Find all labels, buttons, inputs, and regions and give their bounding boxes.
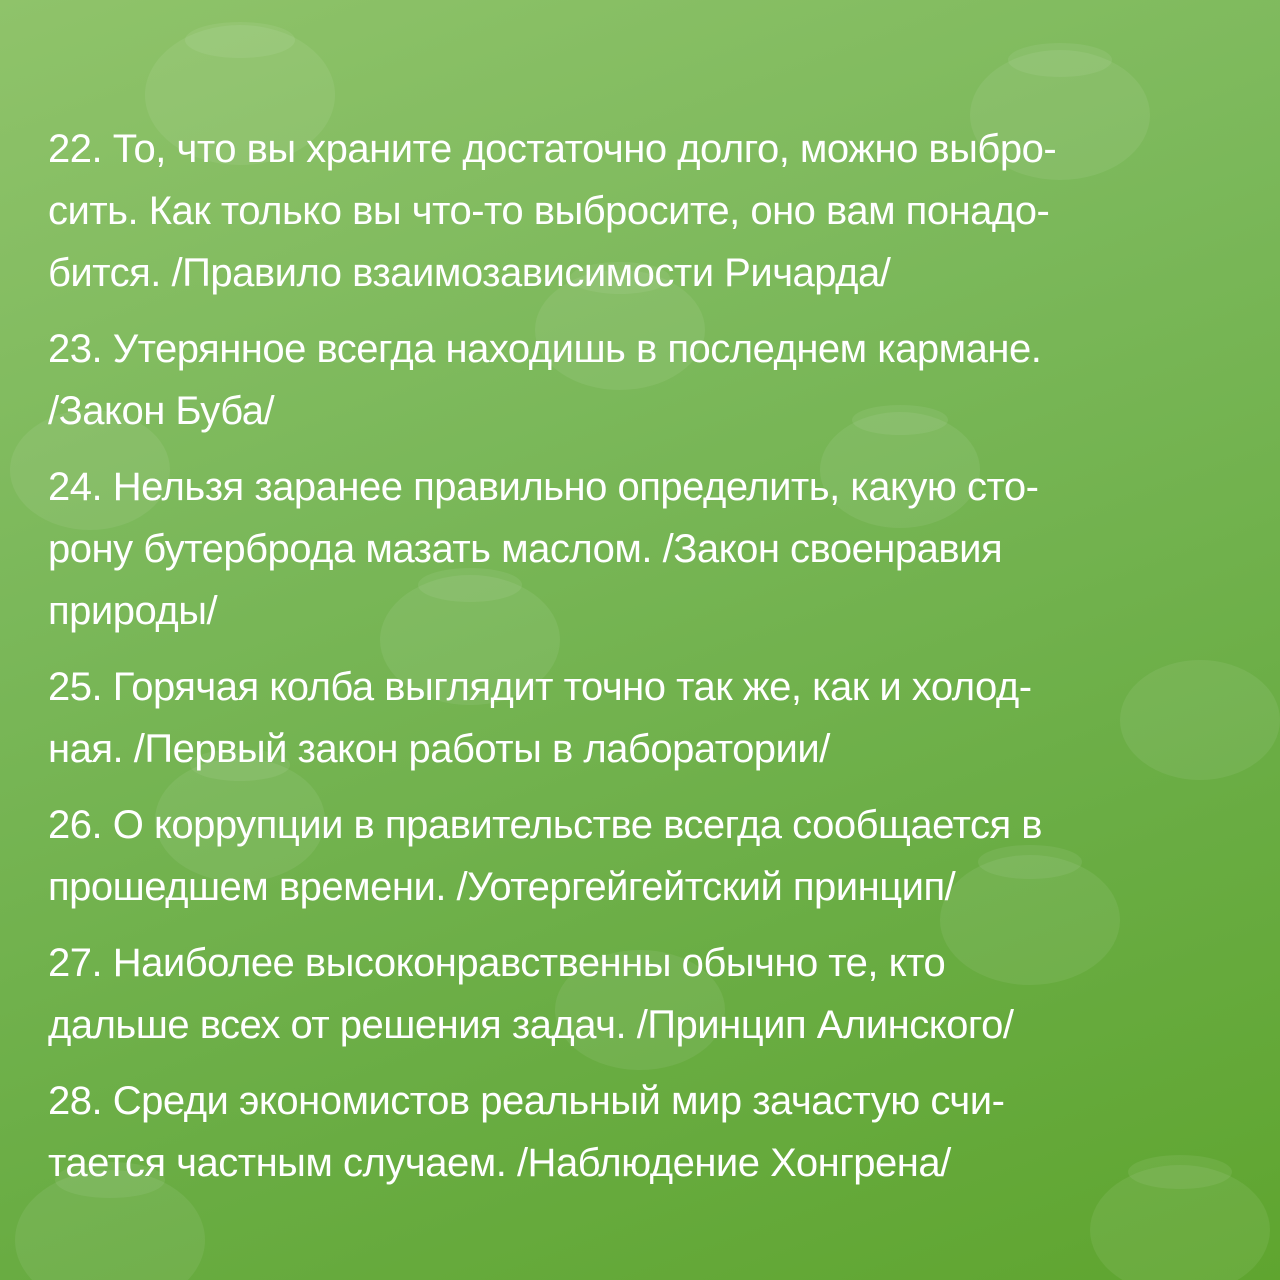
rule-23: 23. Утерянное всегда находишь в последнем кармане. /Закон Буба/ (48, 327, 1042, 433)
rule-27: 27. Наиболее высоконравственны обычно те, кто дальше всех от решения задач. /Принцип Алинского/ (48, 941, 1014, 1047)
rule-28: 28. Среди экономистов реальный мир зачастую счи- тается частным случаем. /Наблюдение Хонгрена/ (48, 1079, 1005, 1185)
rule-22: 22. То, что вы храните достаточно долго, можно выбро- сить. Как только вы что-то выбросите, оно вам понадо- бится. /Правило взаимозависимости Ричарда/ (48, 127, 1057, 295)
rules-list (48, 118, 1238, 1208)
rule-26: 26. О коррупции в правительстве всегда сообщается в прошедшем времени. /Уотергейгейтский принцип/ (48, 803, 1042, 909)
rule-25: 25. Горячая колба выглядит точно так же, как и холод- ная. /Первый закон работы в лаборатории/ (48, 665, 1032, 771)
rule-24: 24. Нельзя заранее правильно определить, какую сто- рону бутерброда мазать маслом. /Закон своенравия природы/ (48, 465, 1039, 633)
